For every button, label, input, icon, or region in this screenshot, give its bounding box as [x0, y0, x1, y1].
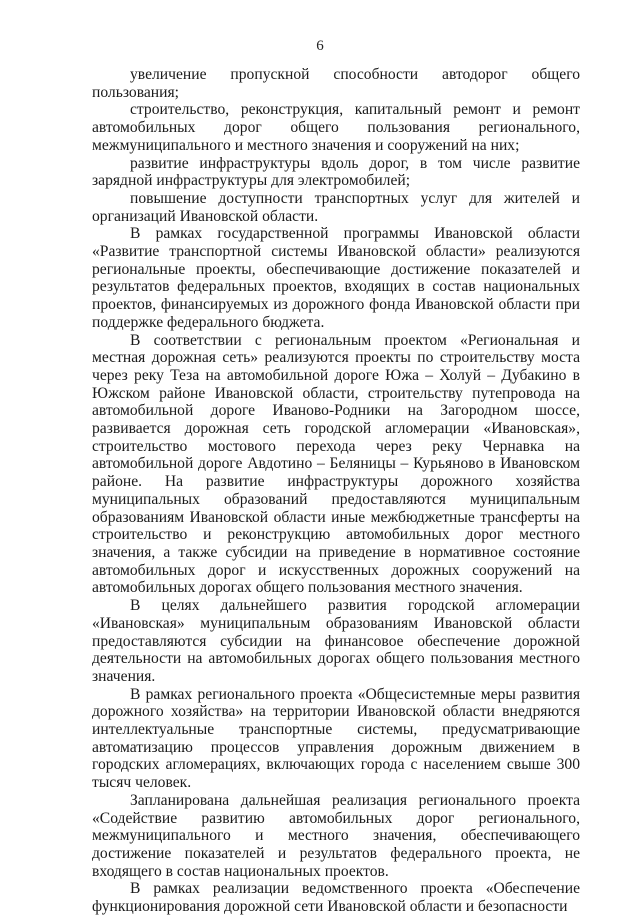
- paragraph: Запланирована дальнейшая реализация регионального проекта «Содействие развитию автомобильных дорог регионального, межмуниципального и местного значения, обеспечивающего достижение показателей и результатов федерального проекта, не входящего в состав национальных проектов.: [92, 791, 580, 880]
- document-body: [92, 66, 580, 916]
- paragraph: В соответствии с региональным проектом «Региональная и местная дорожная сеть» реализуются проекты по строительству моста через реку Теза на автомобильной дороге Южа – Холуй – Дубакино в Южском районе Ивановской области, строительству путепровода на автомобильной дороге Иваново-Родники на Загородном шоссе, развивается дорожная сеть городской агломерации «Ивановская», строительство мостового перехода через реку Чернавка на автомобильной дороге Авдотино – Беляницы – Курьяново в Ивановском районе. На развитие инфраструктуры дорожного хозяйства муниципальных образований предоставляются муниципальным образованиям Ивановской области иные межбюджетные трансферты на строительство и реконструкцию автомобильных дорог местного значения, а также субсидии на приведение в нормативное состояние автомобильных дорог и искусственных дорожных сооружений на автомобильных дорогах общего пользования местного значения.: [92, 331, 580, 597]
- paragraph: повышение доступности транспортных услуг для жителей и организаций Ивановской области.: [92, 189, 580, 225]
- paragraph: В рамках реализации ведомственного проекта «Обеспечение функционирования дорожной сети Ивановской области и безопасности: [92, 880, 580, 916]
- paragraph: строительство, реконструкция, капитальный ремонт и ремонт автомобильных дорог общего пользования регионального, межмуниципального и местного значения и сооружений на них;: [92, 101, 580, 154]
- paragraph: увеличение пропускной способности автодорог общего пользования;: [92, 66, 580, 101]
- page-number: 6: [316, 38, 324, 54]
- paragraph: В рамках регионального проекта «Общесистемные меры развития дорожного хозяйства» на территории Ивановской области внедряются интеллектуальные транспортные системы, предусматривающие автоматизацию процессов управления дорожным движением в городских агломерациях, включающих города с населением свыше 300 тысяч человек.: [92, 685, 580, 792]
- paragraph: развитие инфраструктуры вдоль дорог, в том числе развитие зарядной инфраструктуры для электромобилей;: [92, 154, 580, 190]
- paragraph: В целях дальнейшего развития городской агломерации «Ивановская» муниципальным образованиям Ивановской области предоставляются субсидии на финансовое обеспечение дорожной деятельности на автомобильных дорогах общего пользования местного значения.: [92, 597, 580, 685]
- paragraph: В рамках государственной программы Ивановской области «Развитие транспортной системы Ивановской области» реализуются региональные проекты, обеспечивающие достижение показателей и результатов федеральных проектов, входящих в состав национальных проектов, финансируемых из дорожного фонда Ивановской области при поддержке федерального бюджета.: [92, 225, 580, 331]
